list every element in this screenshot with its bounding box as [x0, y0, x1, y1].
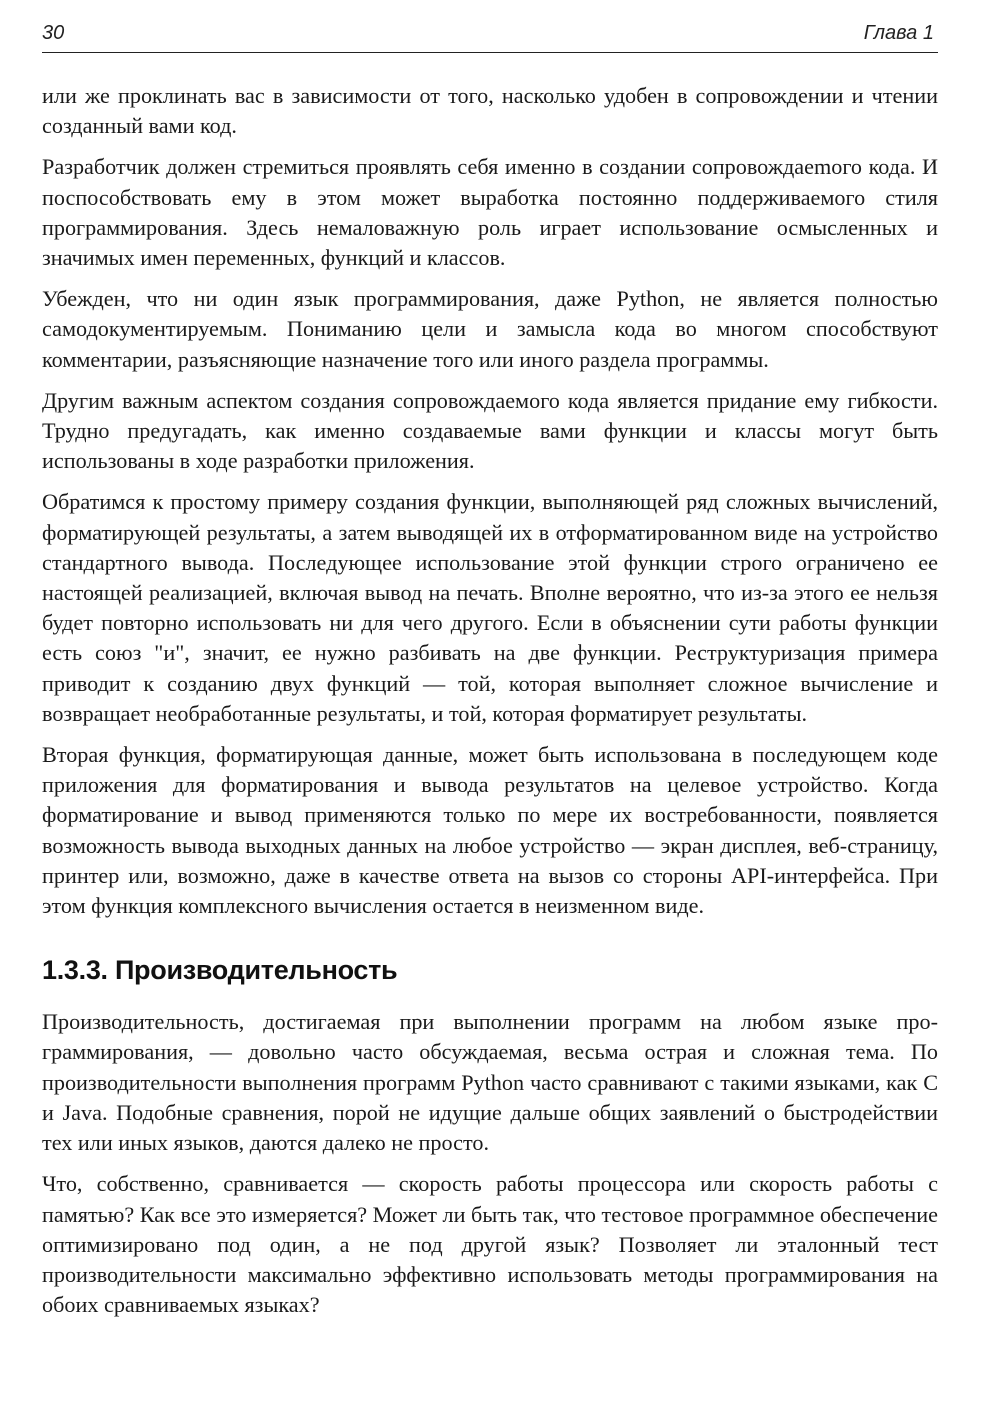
paragraph: Обратимся к простому примеру создания функции, выполняющей ряд сложных вычислений, форматирующей результаты, а затем выводящей их в отформатированном виде на устройство стандартного вывода. Последующее использование этой функции строго ограничено ее настоящей реализацией, включая вывод на печать. Вполне вероятно, что из-за этого ее нельзя будет повторно использовать ни для чего другого. Если в объяснении сути работы функции есть союз "и", значит, ее нужно разбивать на две функции. Реструктуризация примера приводит к созданию двух функций — той, которая выполняет сложное вычисление и возвращает необработанные результаты, и той, которая форматирует результаты.	[42, 489, 938, 726]
body-text	[42, 81, 938, 1320]
paragraph: Производительность, достигаемая при выполнении программ на любом языке программирования, — довольно часто обсуждаемая, весьма острая и сложная тема. По производительности выполнения программ Python часто сравнивают с такими языками, как С и Java. Подобные сравнения, порой не идущие дальше общих заявлений о быстродействии тех или иных языков, даются далеко не просто.	[42, 1009, 938, 1156]
paragraph: Вторая функция, форматирующая данные, может быть использована в последующем коде приложения для форматирования и вывода результатов на целевое устройство. Когда форматирование и вывод применяются только по мере их востребованности, появляется возможность вывода выходных данных на любое устройство — экран дисплея, веб-страницу, принтер или, возможно, даже в качестве ответа на вызов со стороны API-интерфейса. При этом функция комплексного вычисления остается в неизменном виде.	[42, 742, 938, 919]
paragraph: или же проклинать вас в зависимости от того, насколько удобен в сопровождении и чтении созданный вами код.	[42, 83, 938, 139]
running-header	[42, 0, 938, 53]
book-page	[42, 0, 938, 1331]
paragraph: Что, собственно, сравнивается — скорость работы процессора или скорость работы с памятью? Как все это измеряется? Может ли быть так, что тестовое программное обеспечение оптимизировано под один, а не под другой язык? Позволяет ли эталонный тест производительности максимально эффективно использовать методы программирования на обоих сравниваемых языках?	[42, 1171, 938, 1318]
page-number: 30	[42, 22, 65, 44]
paragraph: Другим важным аспектом создания сопровождаемого кода является придание ему гибкости. Трудно предугадать, как именно создаваемые вами функции и классы могут быть использованы в ходе разработки приложения.	[42, 387, 938, 474]
section-heading: 1.3.3. Производительность	[42, 955, 398, 986]
paragraph: Разработчик должен стремиться проявлять себя именно в создании сопровождаеmого кода. И поспособствовать ему в этом может выработка постоянно поддерживаемого стиля программирования. Здесь немаловажную роль играет использование осмысленных и значимых имен переменных, функций и классов.	[42, 154, 938, 271]
chapter-label: Глава 1	[863, 22, 934, 44]
paragraph: Убежден, что ни один язык программирования, даже Python, не является полностью самодокументируемым. Пониманию цели и замысла кода во многом способствуют комментарии, разъясняющие назначение того или иного раздела программы.	[42, 286, 938, 372]
